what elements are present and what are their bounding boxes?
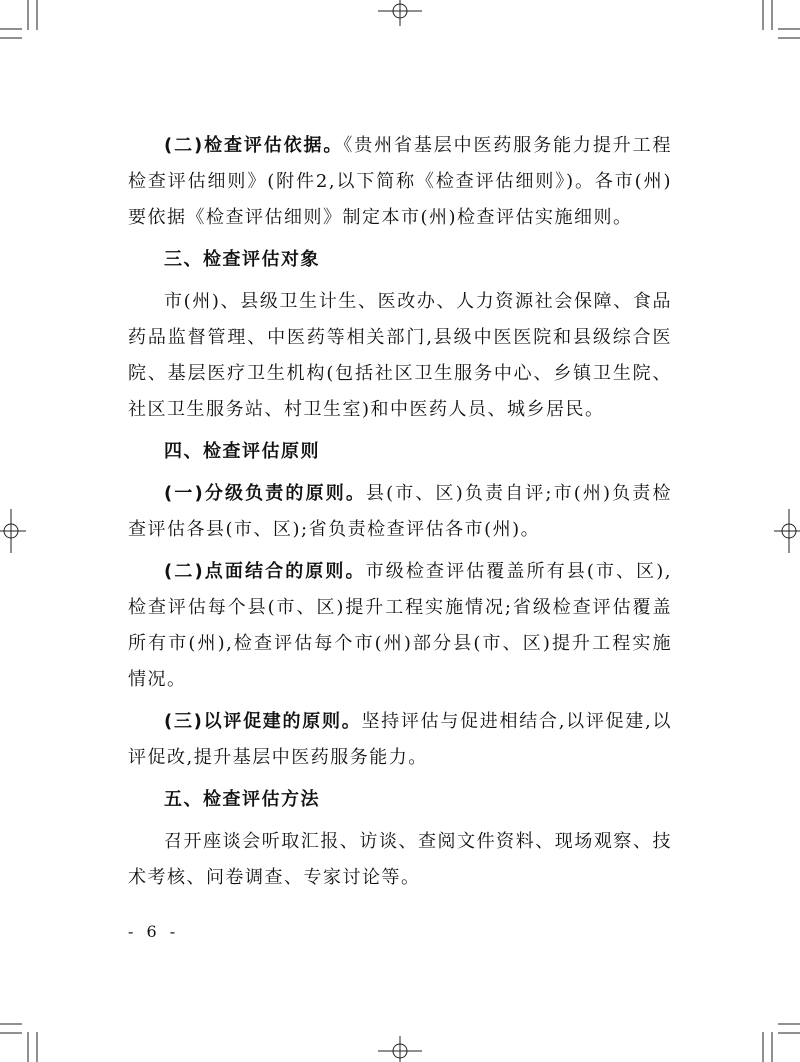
section-heading-targets: 三、检查评估对象 <box>164 249 320 270</box>
document-body <box>128 128 672 896</box>
paragraph-principle-3 <box>128 704 672 776</box>
paragraph-principle-2 <box>128 554 672 698</box>
section-heading-principles: 四、检查评估原则 <box>164 441 320 462</box>
paragraph-text: 召开座谈会听取汇报、访谈、查阅文件资料、现场观察、技术考核、问卷调查、专家讨论等。 <box>128 831 672 888</box>
registration-mark-left <box>0 509 26 553</box>
paragraph-methods <box>128 824 672 896</box>
registration-mark-top <box>378 0 422 26</box>
paragraph-lead: (二)检查评估依据。 <box>164 135 344 156</box>
page-number: - 6 - <box>128 922 180 941</box>
paragraph-text: 市级检查评估覆盖所有县(市、区),检查评估每个县(市、区)提升工程实施情况;省级检查评估覆盖所有市(州),检查评估每个市(州)部分县(市、区)提升工程实施情况。 <box>128 561 673 690</box>
paragraph-text: 市(州)、县级卫生计生、医改办、人力资源社会保障、食品药品监督管理、中医药等相关部门,县级中医医院和县级综合医院、基层医疗卫生机构(包括社区卫生服务中心、乡镇卫生院、社区卫生服务站、村卫生室)和中医药人员、城乡居民。 <box>128 291 672 420</box>
paragraph-evaluation-basis <box>128 128 672 236</box>
registration-mark-bottom <box>378 1036 422 1062</box>
paragraph-lead: (二)点面结合的原则。 <box>164 561 366 582</box>
section-heading-methods: 五、检查评估方法 <box>164 789 320 810</box>
paragraph-targets <box>128 284 672 428</box>
paragraph-text: 县(市、区)负责自评;市(州)负责检查评估各县(市、区);省负责检查评估各市(州)。 <box>128 483 672 540</box>
paragraph-lead: (三)以评促建的原则。 <box>164 711 362 732</box>
registration-mark-right <box>774 509 800 553</box>
paragraph-text: 坚持评估与促进相结合,以评促建,以评促改,提升基层中医药服务能力。 <box>128 711 672 768</box>
paragraph-text: 《贵州省基层中医药服务能力提升工程检查评估细则》(附件2,以下简称《检查评估细则》)。各市(州)要依据《检查评估细则》制定本市(州)检查评估实施细则。 <box>128 135 673 228</box>
paragraph-lead: (一)分级负责的原则。 <box>164 483 366 504</box>
paragraph-principle-1 <box>128 476 672 548</box>
